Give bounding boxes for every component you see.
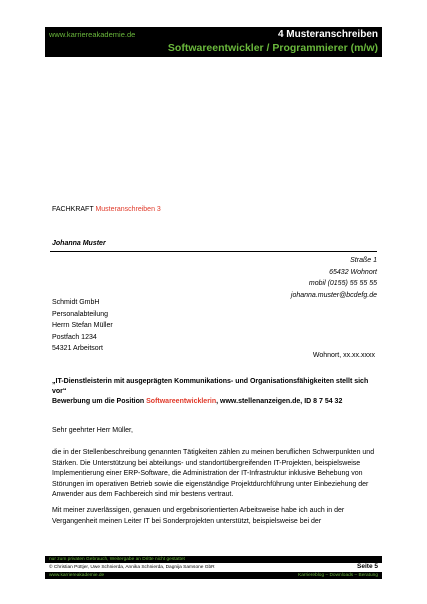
salutation: Sehr geehrter Herr Müller, (52, 427, 133, 434)
footer-bottom-bar (45, 572, 382, 579)
subject-line-1: „IT-Dienstleisterin mit ausgeprägten Kommunikations- und Organisationsfähigkeiten stellt sich vor“ (52, 378, 369, 395)
sender-address (291, 255, 377, 301)
page-number: Seite 5 (357, 563, 378, 570)
document-label (52, 206, 161, 213)
recipient-person: Herrn Stefan Müller (52, 322, 113, 330)
body-paragraph: Mit meiner zuverlässigen, genauen und ergebnisorientierten Arbeitsweise habe ich auch in der Vergangenheit meinen Leiter IT bei Sonderprojekten unterstützt, beispielsweise bei der (52, 507, 345, 525)
footer-credits: © Christian Püttjer, Uwe Schnierda, Annika Schnierda, Dagnija Samsone GbR (49, 565, 215, 570)
header-url: www.karriereakademie.de (49, 30, 136, 39)
footer-tagline: Karriereblog – Downloads – Beratung (298, 573, 378, 578)
sender-email: johanna.muster@bcdefg.de (290, 291, 377, 299)
sender-divider (50, 251, 377, 252)
date-line: Wohnort, xx.xx.xxxx (312, 352, 375, 359)
header-bar (45, 27, 382, 57)
recipient-company: Schmidt GmbH (52, 299, 100, 306)
recipient-postbox: Postfach 1234 (52, 333, 97, 341)
recipient-department: Personalabteilung (52, 310, 109, 318)
header-subtitle: Softwareentwickler / Programmierer (m/w) (167, 42, 378, 54)
footer-notice: nur zum privaten Gebrauch, Weitergabe an Dritte nicht gestattet (49, 557, 185, 562)
subject-suffix: , www.stellenanzeigen.de, ID 8 7 54 32 (216, 398, 343, 405)
document-label-prefix: FACHKRAFT (52, 206, 96, 213)
subject-position: Softwareentwicklerin (146, 398, 217, 405)
body-paragraph: die in der Stellenbeschreibung genannten Tätigkeiten zählen zu meinen beruflichen Schwerpunkten und Stärken. Die Unterstützung bei abteilungs- und standortübergreifenden IT-Projekten, beispielsweise Implementierung einer ERP-Software, die Administration der IT-Infrastruktur inklusive Behebung von Störungen im operativen Betrieb sowie die eigenständige Projektdurchführung unter Einbeziehung der Anwender aus dem Fachbereich sind mir bestens vertraut. (52, 449, 375, 499)
subject (52, 377, 382, 407)
subject-prefix: Bewerbung um die Position (52, 398, 147, 405)
recipient-address (52, 297, 113, 355)
footer-url: www.karriereakademie.de (49, 573, 105, 578)
recipient-city: 54321 Arbeitsort (52, 345, 103, 353)
footer-notice-bar (45, 556, 382, 563)
document-label-accent: Musteranschreiben 3 (95, 206, 161, 213)
sender-name: Johanna Muster (52, 240, 106, 247)
sender-city: 65432 Wohnort (329, 268, 377, 276)
sender-phone: mobil (0155) 55 55 55 (308, 280, 377, 288)
header-title: 4 Musteranschreiben (277, 29, 378, 40)
sender-street: Straße 1 (350, 257, 377, 264)
subject-line-2 (52, 397, 382, 407)
